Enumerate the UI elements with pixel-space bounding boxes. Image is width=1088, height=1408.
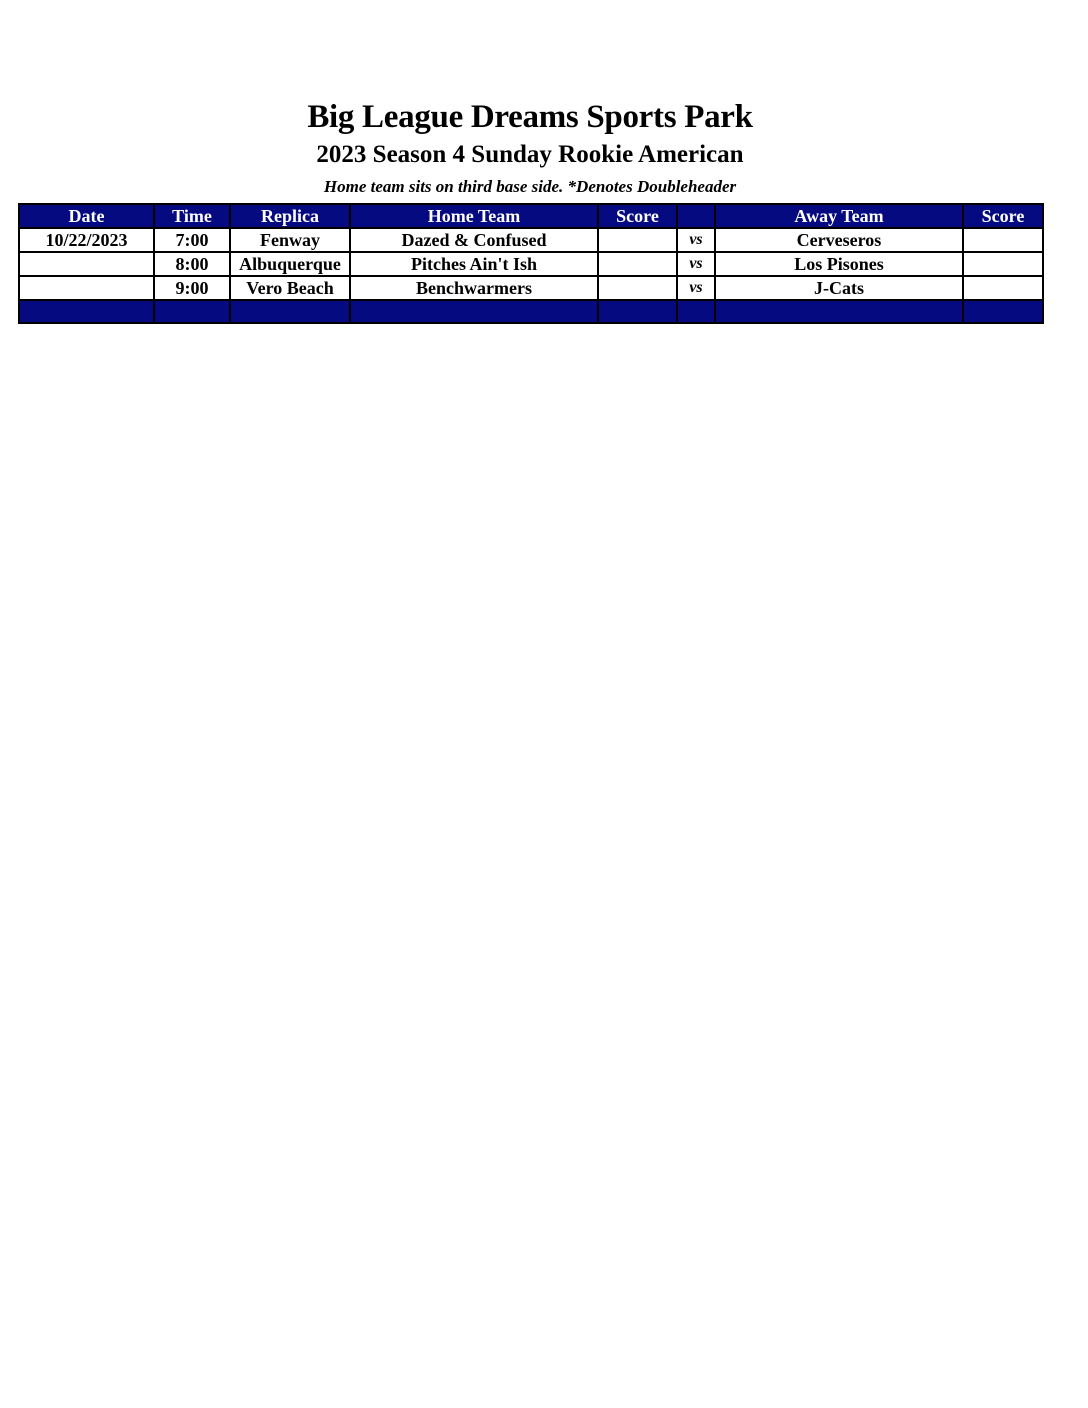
table-header-row [19, 204, 1043, 228]
table-row [19, 228, 1043, 252]
footer-cell [230, 300, 350, 323]
cell-time: 9:00 [154, 276, 230, 300]
column-header-away-team: Away Team [715, 204, 963, 228]
cell-home-team: Benchwarmers [350, 276, 598, 300]
cell-time: 8:00 [154, 252, 230, 276]
cell-replica: Fenway [230, 228, 350, 252]
cell-home-score [598, 228, 677, 252]
cell-vs: vs [677, 252, 715, 276]
cell-home-team: Dazed & Confused [350, 228, 598, 252]
column-header-date: Date [19, 204, 154, 228]
column-header-home-team: Home Team [350, 204, 598, 228]
cell-home-team: Pitches Ain't Ish [350, 252, 598, 276]
cell-away-team: Cerveseros [715, 228, 963, 252]
column-header-away-score: Score [963, 204, 1043, 228]
column-header-vs [677, 204, 715, 228]
cell-vs: vs [677, 228, 715, 252]
page-subtitle: 2023 Season 4 Sunday Rookie American [316, 141, 744, 168]
footer-cell [598, 300, 677, 323]
cell-home-score [598, 252, 677, 276]
cell-away-score [963, 276, 1043, 300]
table-row [19, 252, 1043, 276]
table-footer-bar [19, 300, 1043, 323]
page-title: Big League Dreams Sports Park [307, 99, 753, 135]
footer-cell [350, 300, 598, 323]
column-header-replica: Replica [230, 204, 350, 228]
cell-date [19, 276, 154, 300]
cell-time: 7:00 [154, 228, 230, 252]
schedule-table [18, 203, 1044, 324]
cell-home-score [598, 276, 677, 300]
cell-replica: Albuquerque [230, 252, 350, 276]
footer-cell [715, 300, 963, 323]
footer-cell [963, 300, 1043, 323]
cell-date [19, 252, 154, 276]
footer-cell [19, 300, 154, 323]
cell-date: 10/22/2023 [19, 228, 154, 252]
footer-cell [677, 300, 715, 323]
footer-cell [154, 300, 230, 323]
cell-replica: Vero Beach [230, 276, 350, 300]
cell-away-score [963, 252, 1043, 276]
cell-away-team: Los Pisones [715, 252, 963, 276]
cell-away-score [963, 228, 1043, 252]
column-header-home-score: Score [598, 204, 677, 228]
cell-away-team: J-Cats [715, 276, 963, 300]
schedule-note: Home team sits on third base side. *Denotes Doubleheader [323, 177, 737, 196]
table-row [19, 276, 1043, 300]
cell-vs: vs [677, 276, 715, 300]
column-header-time: Time [154, 204, 230, 228]
